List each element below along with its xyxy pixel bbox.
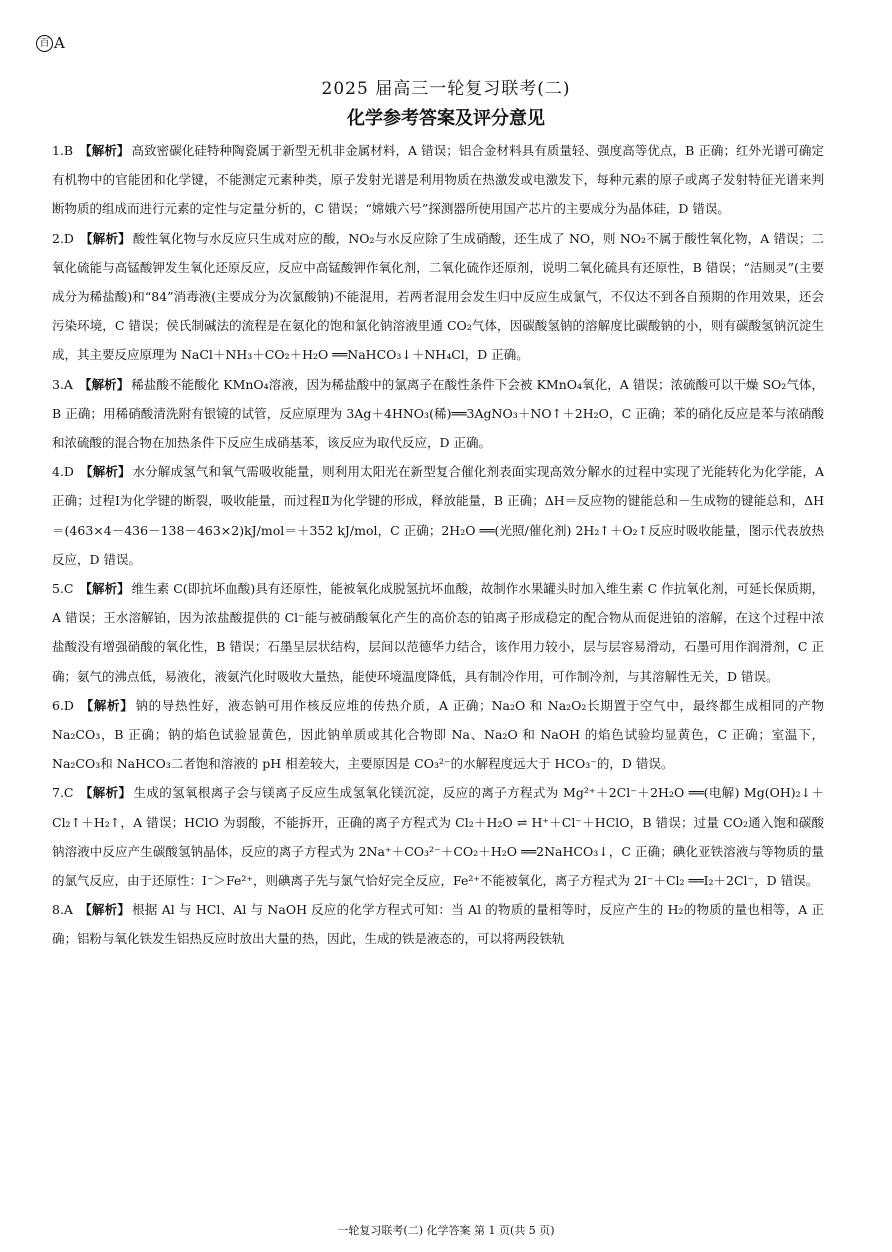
answer-item-2 [52, 224, 824, 370]
answer-item-6 [52, 691, 824, 779]
answer-item-3 [52, 370, 824, 458]
answer-number: 3.A [52, 376, 73, 392]
analysis-tag: 【解析】 [79, 143, 130, 158]
answer-number: 6.D [52, 697, 74, 713]
answer-text: 水分解成氢气和氧气需吸收能量，则利用太阳光在新型复合催化剂表面实现高效分解水的过程中实现了光能转化为化学能，A 正确；过程Ⅰ为化学键的断裂，吸收能量，而过程Ⅱ为化学键的形成，释放能量，B 正确；ΔH＝反应物的键能总和－生成物的键能总和，ΔH＝(463×4－436－138－463×2)kJ/mol＝＋352 kJ/mol，C 正确；2H₂O ══(光照/催化剂) 2H₂↑＋O₂↑反应时吸收能量，图示代表放热反应，D 错误。 [52, 464, 824, 567]
answer-number: 8.A [52, 902, 73, 918]
answer-item-5 [52, 574, 824, 691]
answer-number: 2.D [52, 230, 74, 246]
answer-text: 生成的氢氧根离子会与镁离子反应生成氢氧化镁沉淀，反应的离子方程式为 Mg²⁺＋2Cl⁻＋2H₂O ══(电解) Mg(OH)₂↓＋Cl₂↑＋H₂↑，A 错误；HClO 为弱酸，不能拆开，正确的离子方程式为 Cl₂＋H₂O ⇌ H⁺＋Cl⁻＋HClO，B 错误；过量 CO₂通入饱和碳酸钠溶液中反应产生碳酸氢钠晶体，反应的离子方程式为 2Na⁺＋CO₃²⁻＋CO₂＋H₂O ══2NaHCO₃↓，C 正确；碘化亚铁溶液与等物质的量的氯气反应，由于还原性：I⁻＞Fe²⁺，则碘离子先与氯气恰好完全反应，Fe²⁺不能被氧化，离子方程式为 2I⁻＋Cl₂ ══I₂＋2Cl⁻，D 错误。 [52, 785, 824, 889]
answer-item-8 [52, 895, 824, 953]
page-subtitle: 化学参考答案及评分意见 [347, 108, 545, 129]
analysis-tag: 【解析】 [78, 376, 130, 392]
corner-version-letter: A [54, 34, 65, 52]
answer-item-1 [52, 136, 824, 224]
answer-text: 维生素 C(即抗坏血酸)具有还原性，能被氧化成脱氢抗坏血酸，故制作水果罐头时加入维生素 C 作抗氧化剂，可延长保质期，A 错误；王水溶解铂，因为浓盐酸提供的 Cl⁻能与被硝酸氧化产生的高价态的铂离子形成稳定的配合物从而促进铂的溶解，在这个过程中浓盐酸没有增强硝酸的氧化性，B 错误；石墨呈层状结构，层间以范德华力结合，该作用力较小，层与层容易滑动，石墨可用作润滑剂，C 正确；氨气的沸点低，易液化，液氨汽化时吸收大量热，能使环境温度降低，具有制冷作用，可作制冷剂，与其溶解性无关，D 错误。 [52, 581, 824, 684]
page-title: 2025 届高三一轮复习联考(二) [321, 79, 571, 99]
answer-text: 钠的导热性好，液态钠可用作核反应堆的传热介质，A 正确；Na₂O 和 Na₂O₂长期置于空气中，最终都生成相同的产物 Na₂CO₃，B 正确；钠的焰色试验显黄色，因此钠单质或其化合物即 Na、Na₂O 和 NaOH 的焰色试验均显黄色，C 正确；室温下，Na₂CO₃和 NaHCO₃二者饱和溶液的 pH 相差较大，主要原因是 CO₃²⁻的水解程度远大于 HCO₃⁻的，D 错误。 [52, 697, 824, 772]
answer-list [52, 136, 824, 954]
analysis-tag: 【解析】 [79, 697, 134, 713]
answer-number: 4.D [52, 464, 74, 480]
answer-text: 高致密碳化硅特种陶瓷属于新型无机非金属材料，A 错误；铝合金材料具有质量轻、强度高等优点，B 正确；红外光谱可确定有机物中的官能团和化学键，不能测定元素种类，原子发射光谱是利用物质在热激发或电激发下，每种元素的原子或离子发射特征光谱来判断物质的组成而进行元素的定性与定量分析的，C 错误；“嫦娥六号”探测器所使用国产芯片的主要成分为晶体硅，D 错误。 [52, 143, 824, 217]
analysis-tag: 【解析】 [79, 230, 131, 246]
analysis-tag: 【解析】 [79, 785, 132, 801]
answer-item-4 [52, 457, 824, 574]
analysis-tag: 【解析】 [79, 581, 130, 597]
analysis-tag: 【解析】 [78, 902, 131, 918]
paper-version-mark [36, 34, 65, 52]
answer-text: 酸性氧化物与水反应只生成对应的酸，NO₂与水反应除了生成硝酸，还生成了 NO，则 NO₂不属于酸性氧化物，A 错误；二氧化硫能与高锰酸钾发生氧化还原反应，反应中高锰酸钾作氧化剂，二氧化硫作还原剂，说明二氧化硫具有还原性，B 错误；“洁厕灵”(主要成分为稀盐酸)和“84”消毒液(主要成分为次氯酸钠)不能混用，若两者混用会发生归中反应生成氯气，不仅达不到各自预期的作用效果，还会污染环境，C 错误；侯氏制碱法的流程是在氨化的饱和氯化钠溶液里通 CO₂气体，因碳酸氢钠的溶解度比碳酸钠的小，则有碳酸氢钠沉淀生成，其主要反应原理为 NaCl＋NH₃＋CO₂＋H₂O ══NaHCO₃↓＋NH₄Cl，D 正确。 [52, 230, 824, 363]
answer-number: 5.C [52, 581, 74, 597]
answer-item-7 [52, 778, 824, 895]
answer-text: 稀盐酸不能酸化 KMnO₄溶液，因为稀盐酸中的氯离子在酸性条件下会被 KMnO₄氧化，A 错误；浓硫酸可以干燥 SO₂气体，B 正确；用稀硝酸清洗附有银镜的试管，反应原理为 3Ag＋4HNO₃(稀)══3AgNO₃＋NO↑＋2H₂O，C 正确；苯的硝化反应是苯与浓硝酸和浓硫酸的混合物在加热条件下反应生成硝基苯，该反应为取代反应，D 正确。 [52, 376, 824, 451]
page-footer: 一轮复习联考(二) 化学答案 第 1 页(共 5 页) [337, 1224, 555, 1237]
corner-circle-mark: 百 [36, 35, 53, 52]
answer-number: 7.C [52, 785, 74, 801]
analysis-tag: 【解析】 [79, 464, 131, 480]
answer-number: 1.B [52, 143, 74, 158]
answer-text: 根据 Al 与 HCl、Al 与 NaOH 反应的化学方程式可知：当 Al 的物质的量相等时，反应产生的 H₂的物质的量也相等，A 正确；铝粉与氧化铁发生铝热反应时放出大量的热，因此，生成的铁是液态的，可以将两段铁轨 [52, 902, 824, 947]
